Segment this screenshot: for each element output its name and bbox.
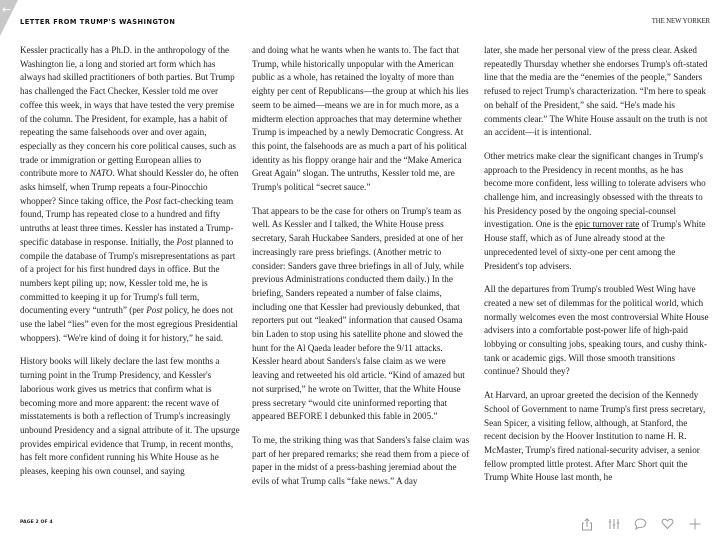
back-button[interactable]: [0, 0, 18, 36]
like-button[interactable]: [654, 515, 681, 533]
article-paragraph: [484, 283, 710, 379]
paragraph-text: Kessler practically has a Ph.D. in the anthropology of the Washington lie, a long and storied art form which has always had skilled practitioners of both parties. But Trump has challenged the Fact Checker, Kessler told me over coffee this week, in ways that have tested the very premise of the column. The President, for example, has a habit of repeating the same falsehoods over and over again, especially as they concern his core political causes, such as trade or immigration or getting European allies to contribute more to: [20, 45, 236, 179]
display-settings-button[interactable]: [600, 515, 627, 533]
page-indicator: PAGE 2 OF 4: [20, 520, 53, 525]
italic-text: Post: [146, 305, 163, 316]
article-body: [20, 44, 710, 499]
settings-sliders-icon: [608, 518, 620, 530]
article-paragraph: [20, 44, 240, 345]
share-icon: [581, 518, 593, 531]
heart-icon: [661, 518, 674, 530]
inline-link[interactable]: epic turnover rate: [574, 219, 640, 230]
brand-logo: THE NEW YORKER: [651, 18, 710, 25]
paragraph-text: and doing what he wants when he wants to. The fact that Trump, while historically unpopular with the American public as a whole, has retained the loyalty of more than eighty per cent of Republicans—the group at which his lies seem to be aimed—means we are in for much more, as a midterm election approaches that may determine whether Trump is impeached by a newly Democratic Congress. At this point, the falsehoods are as much a part of his political identity as his floppy orange hair and the “Make America Great Again” slogan. The untruths, Kessler told me, are Trump's political “secret sauce.”: [252, 45, 469, 193]
paragraph-text: policy, he does not use the label “lies” even for the most egregious Presidential whoppers). “We're kind of doing it for history,” he said.: [20, 305, 238, 343]
paragraph-text: History books will likely declare the last few months a turning point in the Trump Presidency, and Kessler's laborious work gives us metrics that confirm what is becoming more and more apparent: the recent wave of misstatements is both a reflection of Trump's increasingly unbound Presidency and a signal attribute of it. The upsurge provides empirical evidence that Trump, in recent months, has felt more confident running his White House as he pleases, keeping his own counsel, and saying: [20, 356, 240, 477]
paragraph-text: That appears to be the case for others on Trump's team as well. As Kessler and I talked, the White House press secretary, Sarah Huckabee Sanders, presided at one of her increasingly rare press briefings. (Another metric to consider: Sanders gave three briefings in all of July, while previous Administrations conducted them daily.) In the briefing, Sanders repeated a number of false claims, including one that Kessler had previously debunked, that reporters put out “leaked” information that caused Osama bin Laden to stop using his satellite phone and slowed the hunt for the Al Qaeda leader before the 9/11 attacks. Kessler heard about Sanders's false claim as we were leaving and retweeted his old article. “Kind of amazed but not surprised,” he wrote on Twitter, that the White House press secretary “would cite uninformed reporting that appeared BEFORE I debunked this fable in 2005.”: [252, 205, 465, 422]
paragraph-text: fact-checking team found, Trump has repeated close to a hundred and fifty untruths at least three times. Kessler has instated a Trump-specific database in response. Initially, the: [20, 195, 234, 247]
arrow-left-icon: ←: [2, 3, 12, 16]
paragraph-text: later, she made her personal view of the press clear. Asked repeatedly Thursday whether she endorses Trump's oft-stated line that the media are the “enemies of the people,” Sanders refused to reject Trump's characterization. “I'm here to speak on behalf of the President,” she said. “He's made his comments clear.” The White House assault on the truth is not an accident—it is intentional.: [484, 45, 708, 138]
italic-text: Post: [145, 195, 162, 206]
italic-text: Post: [176, 236, 193, 247]
article-paragraph: [252, 434, 472, 489]
paragraph-text: planned to compile the database of Trump's misrepresentations as part of a project for his first hundred days in office. But the numbers kept piling up; now, Kessler told me, he is committed to keeping it up for Trump's full term, documenting every “untruth” (per: [20, 236, 236, 316]
comment-button[interactable]: [627, 515, 654, 533]
paragraph-text: At Harvard, an uproar greeted the decision of the Kennedy School of Government to name Trump's first press secretary, Sean Spicer, a visiting fellow, although, at Stanford, the recent decision by the Hoover Institution to name H. R. McMaster, Trump's fired national-security adviser, a senior fellow prompted little protest. After Marc Short quit the Trump White House last month, he: [484, 390, 706, 483]
article-column-3: [484, 44, 710, 495]
add-button[interactable]: [681, 515, 708, 533]
article-column-1: [20, 44, 240, 489]
paragraph-text: To me, the striking thing was that Sanders's false claim was part of her prepared remarks; she read them from a piece of paper in the midst of a press-bashing jeremiad about the evils of what Trump calls “fake news.” A day: [252, 434, 470, 487]
article-paragraph: [484, 44, 710, 140]
section-title: LETTER FROM TRUMP'S WASHINGTON: [20, 18, 176, 26]
share-button[interactable]: [573, 515, 600, 533]
italic-text: NATO: [89, 168, 113, 179]
article-paragraph: [20, 355, 240, 478]
paragraph-text: All the departures from Trump's troubled West Wing have created a new set of dilemmas for the political world, which normally welcomes even the most controversial White House advisers into a comfortable post-power life of high-paid lobbying or consulting jobs, speaking tours, and cushy think-tank or academic gigs. Will those smooth transitions continue? Should they?: [484, 284, 709, 377]
article-paragraph: [252, 44, 472, 195]
article-paragraph: [252, 205, 472, 424]
comment-icon: [634, 518, 647, 530]
paragraph-text: of Trump's White House staff, which as of June already stood at the unprecedented level of sixty-one per cent among the President's top advisers.: [484, 219, 706, 271]
plus-icon: [689, 518, 701, 530]
paragraph-text: . What should Kessler do, he often asks himself, when Trump repeats a four-Pinocchio whopper? Since taking office, the: [20, 168, 239, 206]
article-paragraph: [484, 389, 710, 485]
article-paragraph: [484, 150, 710, 273]
article-column-2: [252, 44, 472, 499]
paragraph-text: Other metrics make clear the significant changes in Trump's approach to the Presidency in recent months, as he has become more confident, less willing to tolerate advisers who challenge him, and increasingly obsessed with the threats to his Presidency posed by the ongoing special-counsel investigation. One is the: [484, 150, 706, 230]
article-toolbar: [573, 515, 708, 533]
